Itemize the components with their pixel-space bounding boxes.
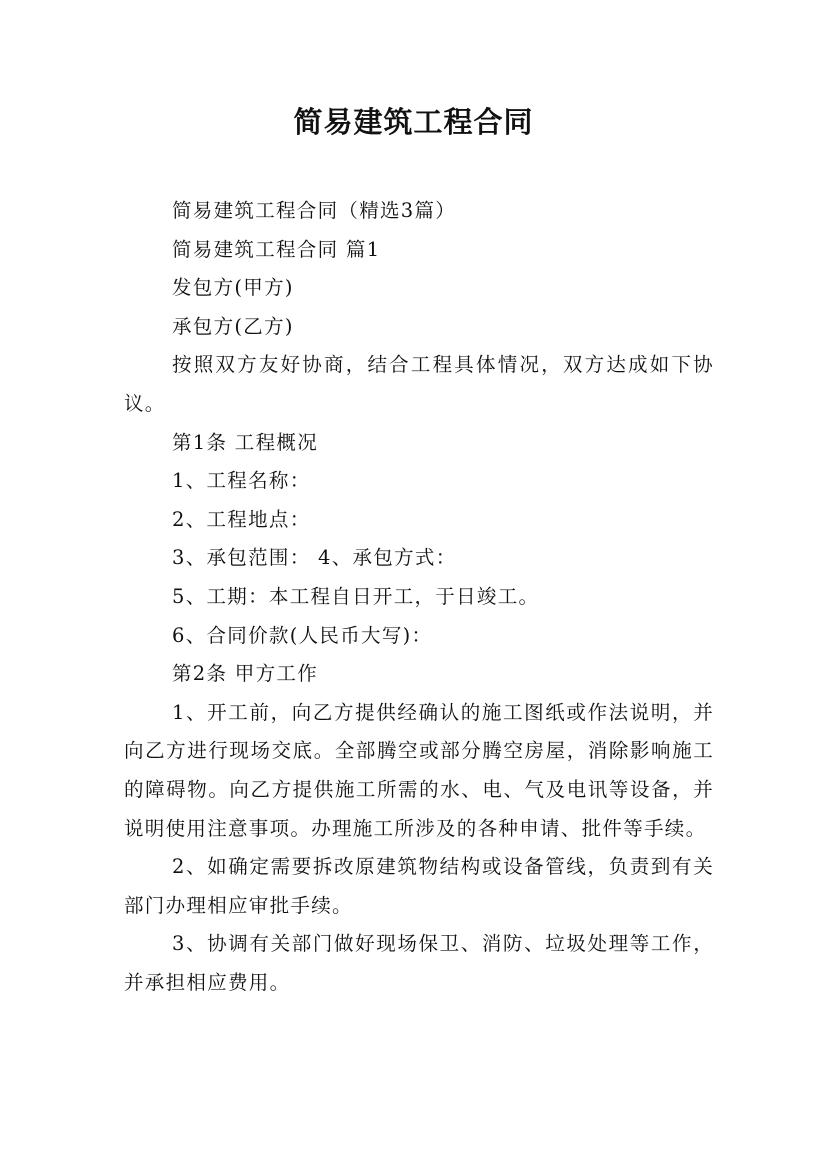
paragraph-project-location: 2、工程地点： — [172, 507, 311, 531]
paragraph-duration: 5、工期：本工程自日开工，于日竣工。 — [172, 584, 540, 608]
paragraph-project-name: 1、工程名称： — [172, 469, 311, 493]
paragraph-article-1-heading: 第1条 工程概况 — [172, 430, 319, 454]
document-body — [124, 192, 714, 1002]
paragraph-party-b: 承包方(乙方) — [172, 314, 294, 338]
paragraph-section-heading: 简易建筑工程合同 篇1 — [172, 237, 381, 261]
paragraph-party-a-duty-2: 2、如确定需要拆改原建筑物结构或设备管线，负责到有关部门办理相应审批手续。 — [124, 855, 714, 917]
paragraph-party-a-duty-1: 1、开工前，向乙方提供经确认的施工图纸或作法说明，并向乙方进行现场交底。全部腾空或部分腾空房屋，消除影响施工的障碍物。向乙方提供施工所需的水、电、气及电讯等设备，并说明使用注意事项。办理施工所涉及的各种申请、批件等手续。 — [124, 700, 714, 840]
paragraph-agreement-intro: 按照双方友好协商，结合工程具体情况，双方达成如下协议。 — [124, 353, 714, 415]
paragraph-contract-scope: 3、承包范围： 4、承包方式： — [172, 546, 457, 570]
document-title: 简易建筑工程合同 — [293, 105, 534, 139]
paragraph-party-a: 发包方(甲方) — [172, 276, 294, 300]
paragraph-party-a-duty-3: 3、协调有关部门做好现场保卫、消防、垃圾处理等工作，并承担相应费用。 — [124, 932, 714, 994]
paragraph-contract-price: 6、合同价款(人民币大写)： — [172, 623, 433, 647]
paragraph-subtitle: 简易建筑工程合同（精选3篇） — [172, 199, 457, 222]
paragraph-article-2-heading: 第2条 甲方工作 — [172, 662, 319, 686]
